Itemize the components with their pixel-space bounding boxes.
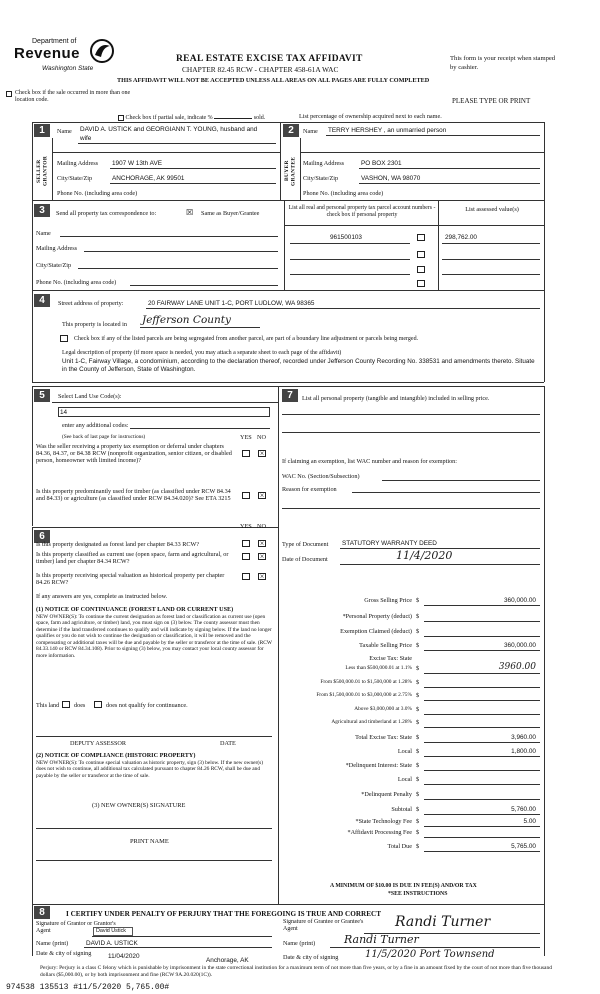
calc-row-value[interactable]: 5,760.00 [511, 806, 536, 813]
dollar-sign: $ [416, 818, 420, 825]
calc-row-label: Less than $500,000.01 at 1.1% [345, 665, 412, 671]
calc-row-label: Agricultural and timberland at 1.28% [331, 719, 412, 725]
corr-city-label: City/State/Zip [36, 262, 72, 269]
washington-state-label: Washington State [42, 65, 94, 72]
section-1-number: 1 [34, 124, 50, 137]
sec6-q3-yes[interactable] [242, 573, 250, 580]
grantee-name-field[interactable]: Randi Turner [344, 933, 419, 946]
revenue-label: Revenue [14, 45, 81, 62]
buyer-mailing-label: Mailing Address [303, 160, 345, 167]
grantor-date-label: Date & city of signing [36, 950, 92, 957]
calc-row-label: Exemption Claimed (deduct) [340, 628, 412, 635]
buyer-city-label: City/State/Zip [303, 175, 339, 182]
grantor-signature-field[interactable]: David Ustick [93, 927, 133, 936]
section-5-number: 5 [34, 389, 50, 402]
land-use-field[interactable]: 14 [60, 409, 68, 416]
grantor-date-field[interactable]: 11/04/2020 [108, 953, 140, 960]
form-chapter: CHAPTER 82.45 RCW - CHAPTER 458-61A WAC [182, 65, 339, 74]
calc-row-label: Local [397, 748, 412, 755]
calc-row-label: Taxable Selling Price [359, 642, 412, 649]
seller-grantor-label: SELLER GRANTOR [36, 155, 49, 187]
sec5-q1: Was the seller receiving a property tax exemption or deferral under chapters 84.36, 84.37, or 84.38 RCW (nonprofit organization, senior citizen, or disabled person, homeowner with limited income)? [36, 443, 232, 465]
assessed-value-field[interactable]: 298,762.00 [445, 234, 477, 241]
section-7-number: 7 [282, 389, 298, 402]
seller-name-field[interactable]: DAVID A. USTICK and GEORGIANN T. YOUNG, husband and wife [80, 126, 258, 142]
dollar-sign: $ [416, 679, 420, 686]
buyer-grantee-label: BUYER GRANTEE [284, 156, 297, 186]
sec6-q3: Is this property receiving special valuation as historical property per chapter 84.26 RCW? [36, 572, 225, 587]
dor-logo [14, 38, 124, 78]
calc-row-label: *Delinquent Interest: State [345, 762, 412, 769]
section-8-number: 8 [34, 906, 50, 919]
corr-name-label: Name [36, 230, 51, 237]
calc-row-label: Excise Tax: State [369, 655, 412, 662]
does-checkbox[interactable] [62, 701, 70, 708]
print-name-label: PRINT NAME [130, 838, 169, 845]
calc-row-value[interactable]: 360,000.00 [504, 642, 536, 649]
revenue-swirl-icon [88, 38, 116, 64]
legal-desc-label: Legal description of property (if more space is needed, you may attach a separate sheet to each page of the affidavit) [62, 350, 342, 356]
new-owner-sig-label: (3) NEW OWNER(S) SIGNATURE [92, 802, 186, 809]
seller-mailing-label: Mailing Address [57, 160, 99, 167]
section-6-number: 6 [34, 530, 50, 543]
minimum-fee-note: A MINIMUM OF $10.00 IS DUE IN FEE(S) AND/OR TAX [330, 883, 477, 889]
additional-codes-label: enter any additional codes: [62, 422, 129, 429]
located-in-label: This property is located in [62, 321, 127, 328]
does-not-checkbox[interactable] [94, 701, 102, 708]
partial-sale-row [118, 112, 298, 122]
corr-mailing-label: Mailing Address [36, 245, 78, 252]
land-use-input-box [58, 407, 270, 417]
partial-sale-percent-field[interactable] [214, 112, 252, 119]
cashier-stamp: 974538 135513 #11/5/2020 5,765.00# [6, 983, 170, 992]
sec6-q2-no[interactable] [258, 553, 266, 560]
exemption-claim-label: If claiming an exemption, list WAC number and reason for exemption: [282, 458, 457, 465]
multi-location-checkbox[interactable] [6, 91, 12, 97]
form-title: REAL ESTATE EXCISE TAX AFFIDAVIT [176, 54, 363, 64]
personal-property-label: List all personal property (tangible and intangible) included in selling price. [302, 395, 490, 402]
sec6-no-header: NO [257, 523, 266, 530]
multi-location-row [6, 90, 136, 104]
partial-sale-checkbox[interactable] [118, 115, 124, 121]
calc-row-label: Local [397, 776, 412, 783]
calc-row-label: *Delinquent Penalty [361, 791, 412, 798]
ownership-note: List percentage of ownership acquired next to each name. [299, 113, 442, 120]
buyer-name-field[interactable]: TERRY HERSHEY , an unmarried person [328, 127, 447, 134]
personal-property-checkbox-2[interactable] [417, 251, 425, 258]
sec6-if-yes: If any answers are yes, complete as instructed below. [36, 593, 168, 600]
dollar-sign: $ [416, 806, 420, 813]
sec5-q1-no[interactable] [258, 450, 266, 457]
notice1-body: NEW OWNER(S): To continue the current designation as forest land or classification as current use (open space, farm and agriculture, or timber) land, you must sign on (3) below. The county assessor must then determine if the land transferred continues to qualify and will indicate by signing below. If the land no longer qualifies or you do not wish to continue the designation or classification, it will be removed and the compensating or additional taxes will be due and payable by the seller or transferor at the time of sale. (RCW 84.33.140 or RCW 84.34.108). Prior to signing (3) below, you may contact your local county assessor for more information. [36, 614, 272, 659]
multi-location-label: Check box if the sale occurred in more than one location code. [15, 90, 131, 103]
parcel-number-field[interactable]: 961500103 [330, 234, 362, 241]
see-instructions-note: *SEE INSTRUCTIONS [388, 891, 448, 897]
seller-phone-label: Phone No. (including area code) [57, 190, 138, 197]
segregated-checkbox[interactable] [60, 335, 68, 342]
calc-row-label: Total Due [387, 843, 412, 850]
sec6-q1-no[interactable] [258, 540, 266, 547]
buyer-phone-label: Phone No. (including area code) [303, 190, 384, 197]
segregated-label: Check box if any of the listed parcels are being segregated from another parcel, are part of a boundary line adjustment or parcels being merged. [74, 336, 419, 342]
grantor-name-label: Name (print) [36, 940, 69, 947]
section-4-number: 4 [34, 294, 50, 307]
deputy-assessor-label: DEPUTY ASSESSOR [70, 740, 126, 747]
sec5-no-header: NO [257, 434, 266, 441]
this-land-label: This land [36, 702, 60, 709]
buyer-city-field[interactable]: VASHON, WA 98070 [361, 175, 421, 182]
personal-property-checkbox-3[interactable] [417, 266, 425, 273]
sec5-q2-yes[interactable] [242, 492, 250, 499]
section-3-number: 3 [34, 204, 50, 217]
sec6-yes-header: YES [240, 523, 252, 530]
corr-phone-label: Phone No. (including area code) [36, 279, 117, 286]
calc-row-label: *Personal Property (deduct) [342, 613, 412, 620]
calc-row-label: Subtotal [391, 806, 412, 813]
grantee-name-label: Name (print) [283, 940, 316, 947]
sec5-q1-yes[interactable] [242, 450, 250, 457]
reason-label: Reason for exemption [282, 486, 337, 493]
dollar-sign: $ [416, 762, 420, 769]
doc-date-field[interactable]: 11/4/2020 [396, 549, 453, 562]
dollar-sign: $ [416, 843, 420, 850]
located-in-field[interactable]: Jefferson County [142, 314, 231, 326]
seller-mailing-field[interactable]: 1907 W 13th AVE [112, 160, 162, 167]
parcel-list-header: List all real and personal property tax parcel account numbers - check box if personal property [288, 205, 436, 218]
legal-desc-field[interactable]: Unit 1-C, Fairway Village, a condominium, according to the declaration thereof, recorded under Jefferson County Recording No. 338531 and amendments thereto. Situate in the County of Jefferson, State of Washington. [62, 358, 535, 373]
dollar-sign: $ [416, 706, 420, 713]
does-label: does [74, 702, 86, 709]
send-correspondence-label: Send all property tax correspondence to: [56, 210, 157, 217]
calc-row-value[interactable]: 5,765.00 [511, 843, 536, 850]
personal-property-checkbox-1[interactable] [417, 234, 425, 241]
sec5-q2-no[interactable] [258, 492, 266, 499]
grantee-signature-label: Signature of Grantee or Grantee's Agent [283, 919, 364, 932]
dollar-sign: $ [416, 642, 420, 649]
calc-row-value[interactable]: 3,960.00 [511, 734, 536, 741]
dollar-sign: $ [416, 597, 420, 604]
notice1-title: (1) NOTICE OF CONTINUANCE (FOREST LAND OR CURRENT USE) [36, 606, 234, 613]
seller-name-label: Name [57, 128, 72, 135]
buyer-name-label: Name [303, 128, 318, 135]
wac-label: WAC No. (Section/Subsection) [282, 473, 360, 480]
buyer-mailing-field[interactable]: PO BOX 2301 [361, 160, 402, 167]
grantor-signature-label: Signature of Grantor or Grantor's Agent [36, 921, 116, 934]
dollar-sign: $ [416, 628, 420, 635]
calc-row-value[interactable]: 3960.00 [498, 662, 536, 672]
calc-row-label: Gross Selling Price [364, 597, 412, 604]
calc-row-value[interactable]: 360,000.00 [504, 597, 536, 604]
dollar-sign: $ [416, 829, 420, 836]
doc-type-label: Type of Document [282, 541, 329, 548]
dollar-sign: $ [416, 613, 420, 620]
grantor-name-field[interactable]: DAVID A. USTICK [86, 940, 138, 947]
seller-city-field[interactable]: ANCHORAGE, AK 99501 [112, 175, 185, 182]
partial-sale-label: Check box if partial sale, indicate % [125, 115, 213, 121]
sec5-yes-header: YES [240, 434, 252, 441]
sec6-q2-yes[interactable] [242, 553, 250, 560]
calc-row-label: From $500,000.01 to $1,500,000 at 1.28% [320, 679, 412, 685]
dollar-sign: $ [416, 692, 420, 699]
doc-date-label: Date of Document [282, 556, 328, 563]
dollar-sign: $ [416, 791, 420, 798]
does-not-label: does not qualify for continuance. [106, 702, 188, 709]
same-as-buyer-label: Same as Buyer/Grantee [201, 210, 260, 217]
calc-row-label: *State Technology Fee [355, 818, 412, 825]
land-use-label: Select Land Use Code(s): [58, 393, 122, 400]
seller-city-label: City/State/Zip [57, 175, 93, 182]
calc-row-label: Above $3,000,000 at 3.0% [354, 706, 412, 712]
doc-type-field[interactable]: STATUTORY WARRANTY DEED [342, 540, 437, 547]
dollar-sign: $ [416, 719, 420, 726]
calc-row-label: *Affidavit Processing Fee [347, 829, 412, 836]
calc-row-label: From $1,500,000.01 to $3,000,000 at 2.75% [316, 692, 412, 698]
dept-of-label: Department of [32, 38, 77, 45]
please-type-label: PLEASE TYPE OR PRINT [452, 97, 531, 105]
form-warning: THIS AFFIDAVIT WILL NOT BE ACCEPTED UNLESS ALL AREAS ON ALL PAGES ARE FULLY COMPLETED [117, 77, 430, 84]
sec6-q1: Is this property designated as forest land per chapter 84.33 RCW? [36, 541, 200, 548]
notice2-body: NEW OWNER(S): To continue special valuation as historic property, sign (3) below. If the new owner(s) does not wish to continue, all additional tax calculated pursuant to chapter 84.26 RCW, shall be due and payable by the seller or transferor at the time of sale. [36, 760, 264, 779]
sec6-q3-no[interactable] [258, 573, 266, 580]
perjury-note: Perjury: Perjury is a class C felony which is punishable by imprisonment in the state correctional institution for a maximum term of not more than five years, or by a fine in an amount fixed by the court of not more than five thousand dollars ($5,000.00), or by both imprisonment and fine (RCW 9A.20.020(1C)). [40, 965, 552, 978]
grantor-city-field[interactable]: Anchorage, AK [206, 957, 249, 964]
same-as-buyer-checkbox[interactable]: ☒ [186, 208, 194, 217]
street-address-label: Street address of property: [58, 300, 124, 307]
assessed-header: List assessed value(s) [465, 206, 519, 213]
personal-property-checkbox-4[interactable] [417, 280, 425, 287]
receipt-note: This form is your receipt when stamped by cashier. [450, 55, 556, 71]
sec6-q2: Is this property classified as current use (open space, farm and agricultural, or timber) land per chapter 84.34 RCW? [36, 551, 229, 566]
street-address-field[interactable]: 20 FAIRWAY LANE UNIT 1-C, PORT LUDLOW, WA 98365 [148, 300, 315, 307]
grantee-date-label: Date & city of signing [283, 954, 339, 961]
deputy-date-label: DATE [220, 740, 236, 747]
see-back-label: (See back of last page for instructions) [62, 434, 146, 440]
certify-label: I CERTIFY UNDER PENALTY OF PERJURY THAT THE FOREGOING IS TRUE AND CORRECT [66, 910, 381, 918]
section-2-number: 2 [283, 124, 299, 137]
sec5-q2: Is this property predominantly used for timber (as classified under RCW 84.34 and 84.33) or agriculture (as classified under RCW 84.34.020)? See ETA 3215 [36, 488, 231, 503]
grantee-date-field[interactable]: 11/5/2020 Port Townsend [365, 949, 495, 960]
notice2-title: (2) NOTICE OF COMPLIANCE (HISTORIC PROPERTY) [36, 752, 196, 759]
dollar-sign: $ [416, 734, 420, 741]
dollar-sign: $ [416, 776, 420, 783]
calc-row-value[interactable]: 5.00 [523, 818, 536, 825]
dollar-sign: $ [416, 748, 420, 755]
sold-label: sold. [253, 115, 266, 121]
sec6-q1-yes[interactable] [242, 540, 250, 547]
calc-row-value[interactable]: 1,800.00 [511, 748, 536, 755]
grantee-signature-field[interactable]: Randi Turner [395, 914, 491, 930]
calc-row-label: Total Excise Tax: State [355, 734, 412, 741]
dollar-sign: $ [416, 665, 420, 672]
